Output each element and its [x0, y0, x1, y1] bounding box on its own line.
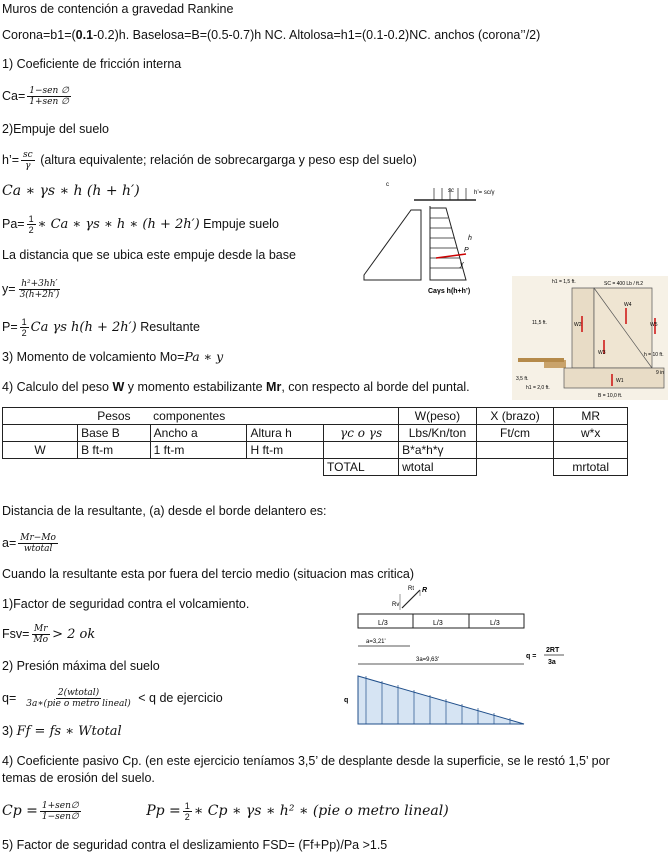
weights-table	[2, 407, 628, 476]
earth-pressure-figure	[356, 180, 506, 300]
label-l3-3: L/3	[490, 620, 500, 627]
label-h-right: h = 10 ft.	[644, 352, 664, 358]
tercio-text: Cuando la resultante esta por fuera del tercio medio (situacion mas critica)	[2, 567, 415, 581]
label-sc2: SC = 400 Lb / ft.2	[604, 281, 644, 287]
label-h-left: 11,5 ft.	[532, 320, 547, 326]
cp-line1: 4) Coeficiente pasivo Cp. (en este ejercicio teníamos 3,5’ de desplante desde la superficie, se le restó 1,5’ por	[2, 754, 610, 768]
pa-formula: Pa= $\frac{1}{2}$ ∗ Ca ∗ γs ∗ h ∗ (h + 2h′) Empuje suelo	[2, 214, 279, 235]
s3-line: 3) Momento de volcamiento Mo=Pa ∗ y	[2, 349, 224, 364]
label-h1-top: h1 = 1,5 ft.	[552, 279, 576, 285]
table-row: Base B Ancho a Altura h γc o γs Lbs/Kn/ton Ft/cm w*x	[3, 425, 628, 442]
label-h1-base: h1 = 2,0 ft.	[526, 385, 550, 391]
label-p: P	[464, 247, 469, 254]
table-row: Pesos componentes W(peso) X (brazo) MR	[3, 408, 628, 425]
table-row: W B ft-m 1 ft-m H ft-m B*a*h*γ	[3, 442, 628, 459]
label-w4: W4	[624, 302, 632, 308]
label-w3: W3	[598, 350, 606, 356]
label-c: c	[386, 182, 389, 188]
fsv-formula: Fsv= $\frac{Mr}{Mo}$ > 2 ok	[2, 624, 96, 645]
cp-line2: temas de erosión del suelo.	[2, 771, 155, 785]
resultant-arrow	[436, 254, 466, 258]
ca-formula: Ca= $\frac{\text{1−sen ∅}}{\text{1+sen ∅}}$	[2, 86, 69, 107]
wall-section-figure	[512, 276, 668, 400]
fsd-line: 5) Factor de seguridad contra el deslizamiento FSD= (Ff+Pp)/Pa >1.5	[2, 838, 388, 852]
label-h: h	[468, 235, 472, 242]
label-w5: W5	[650, 322, 658, 328]
q-formula: q= $\frac{\text{2(wtotal)}}{\text{3a∗(pie o metro lineal)}}$ < q de ejercicio	[2, 688, 223, 709]
pres-title: 2) Presión máxima del suelo	[2, 659, 160, 673]
table-row: TOTAL wtotal mrtotal	[3, 459, 628, 476]
a-formula: a= $\frac{Mr-Mo}{\text{wtotal}}$	[2, 533, 56, 554]
s2-title: 2)Empuje del suelo	[2, 122, 110, 136]
label-rt: Rt	[408, 586, 414, 592]
distance-text: La distancia que se ubica este empuje desde la base	[2, 248, 296, 262]
label-l3-2: L/3	[433, 620, 443, 627]
label-rv: Rv	[392, 602, 400, 608]
label-base-pressure: Caγs h(h+h’)	[428, 288, 471, 295]
label-hprime: h’= sc/γ	[474, 190, 495, 196]
label-sc: sc	[448, 188, 454, 194]
force-expr: Ca ∗ γs ∗ h (h + h′)	[2, 183, 140, 199]
dims-line: Corona=b1=(0.1-0.2)h. Baselosa=B=(0.5-0.7)h NC. Altolosa=h1=(0.1-0.2)NC. anchos (corona’’/2)	[2, 28, 541, 42]
ff-formula: 3) Ff = fs ∗ Wtotal	[2, 724, 122, 739]
label-y: y	[460, 261, 464, 268]
label-q-lhs: q =	[526, 653, 537, 660]
fs-title: 1)Factor de seguridad contra el volcamiento.	[2, 597, 250, 611]
label-9in: 9 in	[656, 370, 665, 376]
cp-formula: Cp = $\frac{\text{1+sen∅}}{\text{1−sen∅}}$ Pp = $\frac{1}{2}$ ∗ Cp ∗ γs ∗ h² ∗ (pie o metro lineal)	[2, 801, 449, 822]
label-l3-1: L/3	[378, 620, 388, 627]
label-w2: W2	[574, 322, 582, 328]
pressure-distribution-figure	[340, 584, 566, 734]
page-title: Muros de contención a gravedad Rankine	[2, 2, 234, 16]
label-qf-num: 2RT	[546, 647, 560, 654]
y-formula: y= $\frac{\text{h²+3hh′}}{3(h+2h')}$	[2, 279, 60, 300]
s1-title: 1) Coeficiente de fricción interna	[2, 57, 182, 71]
p-formula: P= $\frac{1}{2}$ Ca γs h(h + 2h′) Resultante	[2, 317, 200, 338]
label-qf-den: 3a	[548, 659, 556, 666]
label-desplante: 3,5 ft.	[516, 376, 529, 382]
label-q: q	[344, 697, 349, 704]
label-a: a=3,21'	[366, 639, 386, 645]
label-b: B = 10,0 ft.	[598, 393, 623, 399]
hprime-formula: h’= $\frac{sc}{\gamma}$ (altura equivalente; relación de sobrecargarga y peso esp del suelo)	[2, 150, 417, 171]
dist-text: Distancia de la resultante, (a) desde el borde delantero es:	[2, 504, 327, 518]
label-3a: 3a=9,63'	[416, 657, 440, 663]
s4-line: 4) Calculo del peso W y momento estabilizante Mr, con respecto al borde del puntal.	[2, 380, 470, 394]
label-w1: W1	[616, 378, 624, 384]
label-r: R	[422, 587, 428, 594]
